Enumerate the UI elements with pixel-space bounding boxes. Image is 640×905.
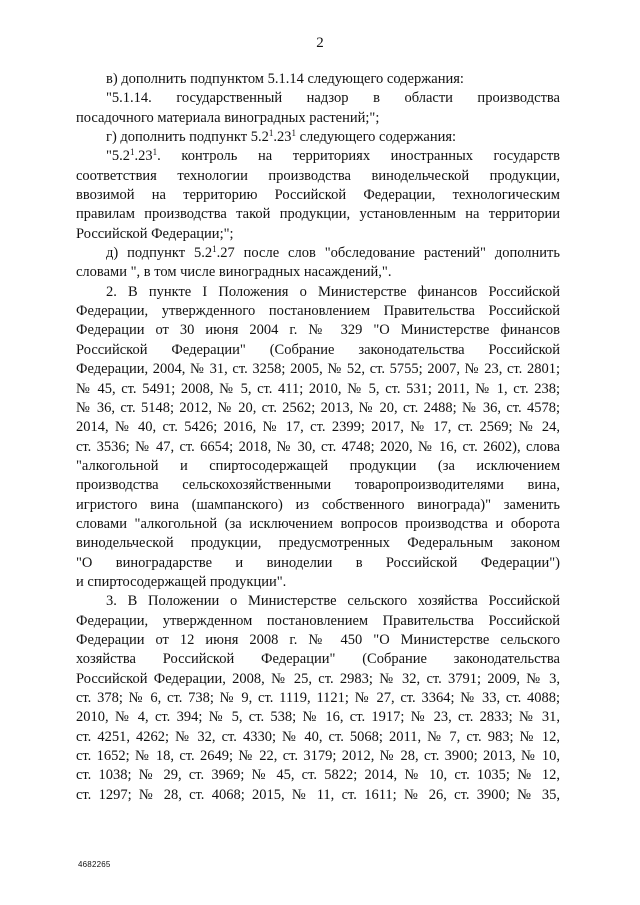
text-line: игристого вина (шампанского) из собственного винограда)" заменить [76, 496, 560, 513]
text-line: в) дополнить подпунктом 5.1.14 следующего содержания: [106, 71, 464, 87]
text-line: соответствия технологии производства винодельческой продукции, [76, 167, 560, 184]
text-line: производства сельскохозяйственными товаропроизводителями вина, [76, 477, 560, 494]
page-number: 2 [316, 35, 324, 51]
text-line: № 36, ст. 5148; 2012, № 20, ст. 2562; 2013, № 20, ст. 2488; № 36, ст. 4578; [76, 399, 560, 416]
document-body [76, 70, 560, 805]
text-line: д) подпункт $5.2^1.27$ после слов "обследование растений" дополнить [106, 244, 560, 262]
text-line: словами ", в том числе виноградных насаждений,". [76, 264, 392, 281]
text-line: ст. 3536; № 47, ст. 6654; 2018, № 30, ст. 4748; 2020, № 16, ст. 2602), слова [76, 438, 560, 455]
text-line: Федерации, утвержденного постановлением Правительства Российской [76, 303, 560, 320]
text-line: г) дополнить подпункт $5.2^1.23^1$ следующего содержания: [106, 128, 457, 146]
text-line: посадочного материала виноградных растений;"; [76, 109, 380, 126]
text-line: Федерации от 30 июня 2004 г. № 329 "О Министерстве финансов [76, 322, 560, 339]
text-line: хозяйства Российской Федерации" (Собрание законодательства [76, 651, 560, 668]
text-line: ст. 1652; № 18, ст. 2649; № 22, ст. 3179; 2012, № 28, ст. 3900; 2013, № 10, [76, 748, 560, 765]
text-line: "$5.2^1.23^1$. контроль на территориях иностранных государств [106, 147, 560, 165]
text-line: Российской Федерации, 2008, № 25, ст. 2983; № 32, ст. 3791; 2009, № 3, [76, 670, 560, 687]
text-line: ст. 4251, 4262; № 32, ст. 4330; № 40, ст. 5068; 2011, № 7, ст. 983; № 12, [76, 728, 560, 745]
text-line: ст. 1038; № 29, ст. 3969; № 45, ст. 5822; 2014, № 10, ст. 1035; № 12, [76, 767, 560, 784]
text-line: ст. 1297; № 28, ст. 4068; 2015, № 11, ст. 1611; № 26, ст. 3900; № 35, [76, 786, 560, 803]
text-line: Федерации от 12 июня 2008 г. № 450 "О Министерстве сельского [76, 631, 560, 648]
text-line: и спиртосодержащей продукции". [76, 573, 287, 590]
text-line: 2010, № 4, ст. 394; № 5, ст. 538; № 16, ст. 1917; № 23, ст. 2833; № 31, [76, 709, 560, 726]
document-id: 4682265 [78, 860, 111, 869]
text-line: "О виноградарстве и виноделии в Российской Федерации") [76, 554, 560, 571]
text-line: словами "алкогольной (за исключением вопросов производства и оборота [76, 515, 560, 532]
text-line: Федерации, 2004, № 31, ст. 3258; 2005, № 52, ст. 5755; 2007, № 23, ст. 2801; [76, 361, 560, 378]
text-line: "алкогольной и спиртосодержащей продукции (за исключением [76, 457, 560, 474]
text-line: "5.1.14. государственный надзор в области производства [106, 90, 560, 107]
text-line: Российской Федерации;"; [76, 225, 234, 242]
text-line: ст. 378; № 6, ст. 738; № 9, ст. 1119, 1121; № 27, ст. 3364; № 33, ст. 4088; [76, 690, 560, 706]
text-line: 2. В пункте I Положения о Министерстве финансов Российской [106, 283, 560, 300]
text-line: Федерации, утвержденном постановлением Правительства Российской [76, 612, 560, 629]
text-line: Российской Федерации" (Собрание законодательства Российской [76, 341, 560, 358]
text-line: винодельческой продукции, предусмотренных Федеральным законом [76, 535, 560, 552]
text-line: 3. В Положении о Министерстве сельского хозяйства Российской [106, 593, 560, 610]
text-line: правилам производства такой продукции, установленным на территории [76, 206, 560, 223]
text-line: ввозимой на территорию Российской Федерации, технологическим [76, 187, 560, 204]
text-line: 2014, № 40, ст. 5426; 2016, № 17, ст. 2399; 2017, № 17, ст. 2569; № 24, [76, 419, 560, 436]
text-line: № 45, ст. 5491; 2008, № 5, ст. 411; 2010, № 5, ст. 531; 2011, № 1, ст. 238; [76, 380, 560, 397]
